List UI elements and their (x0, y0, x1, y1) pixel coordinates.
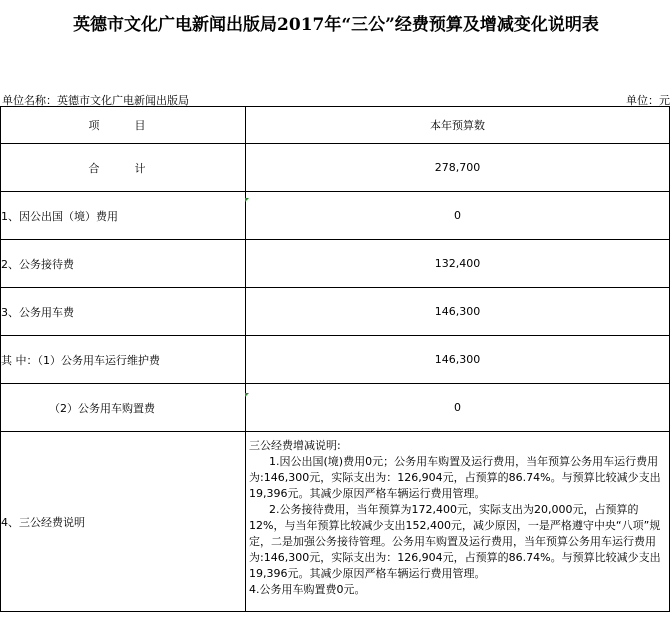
row-label-cell[interactable] (1, 144, 246, 192)
row-label-cell[interactable] (1, 288, 246, 336)
row-label: 1、因公出国（境）费用 (1, 209, 118, 223)
header-budget-cell[interactable] (246, 107, 670, 144)
row-value: 146,300 (434, 305, 481, 318)
notes-cell[interactable] (246, 432, 670, 612)
row-value-cell[interactable] (246, 384, 670, 432)
table-row (1, 144, 670, 192)
table-row (1, 288, 670, 336)
row-value: 0 (454, 401, 461, 414)
header-budget-label: 本年预算数 (430, 119, 485, 132)
total-value: 278,700 (434, 161, 481, 174)
notes-text (246, 432, 669, 606)
row-value-cell[interactable] (246, 240, 670, 288)
notes-heading: 三公经费增减说明: (249, 439, 341, 452)
notes-paragraph-2: 2.公务接待费用，当年预算为172,400元，实际支出为20,000元，占预算的12%，与当年预算比较减少支出152,400元，减少原因，一是严格遵守中央“八项”规定，二是加强公务接待管理。公务用车购置及运行费用，当年预算公务用车运行费用为:146,300元，实际支出为：126,904元，占预算的86.74%。与预算比较减少支出19,396元。其减少原因严格车辆运行费用管理。 (249, 503, 661, 580)
table-row (1, 192, 670, 240)
cell-comment-marker (245, 198, 249, 202)
table-row (1, 336, 670, 384)
row-label: 3、公务用车费 (1, 305, 74, 319)
table-header-row (1, 107, 670, 144)
page-title: 英德市文化广电新闻出版局2017年“三公”经费预算及增减变化说明表 (73, 15, 599, 35)
notes-paragraph-3: 4.公务用车购置费0元。 (249, 583, 366, 596)
row-value-cell[interactable] (246, 288, 670, 336)
total-label: 合 计 (88, 161, 158, 175)
notes-paragraph-1: 1.因公出国(境)费用0元；公务用车购置及运行费用，当年预算公务用车运行费用为:146,300元，实际支出为：126,904元，占预算的86.74%。与预算比较减少支出19,396元。其减少原因严格车辆运行费用管理。 (249, 455, 661, 500)
unit-name: 单位名称：英德市文化广电新闻出版局 (2, 94, 189, 107)
notes-label-cell[interactable] (1, 432, 246, 612)
row-label-cell[interactable] (1, 240, 246, 288)
header-item-label: 项 目 (88, 119, 158, 132)
notes-label: 4、三公经费说明 (1, 515, 85, 529)
row-label: 其 中：（1）公务用车运行维护费 (1, 353, 160, 367)
row-value-cell[interactable] (246, 144, 670, 192)
row-label-cell[interactable] (1, 336, 246, 384)
row-value: 146,300 (434, 353, 481, 366)
header-item-cell[interactable] (1, 107, 246, 144)
notes-row (1, 432, 670, 612)
row-label-cell[interactable] (1, 384, 246, 432)
budget-table (0, 106, 670, 612)
cell-comment-marker (245, 393, 249, 397)
table-row (1, 240, 670, 288)
row-label-cell[interactable] (1, 192, 246, 240)
row-value: 0 (454, 209, 461, 222)
unit-label: 单位：元 (626, 94, 670, 107)
row-value: 132,400 (434, 257, 481, 270)
table-row (1, 384, 670, 432)
row-label: （2）公务用车购置费 (49, 401, 155, 415)
row-label: 2、公务接待费 (1, 257, 74, 271)
row-value-cell[interactable] (246, 192, 670, 240)
row-value-cell[interactable] (246, 336, 670, 384)
